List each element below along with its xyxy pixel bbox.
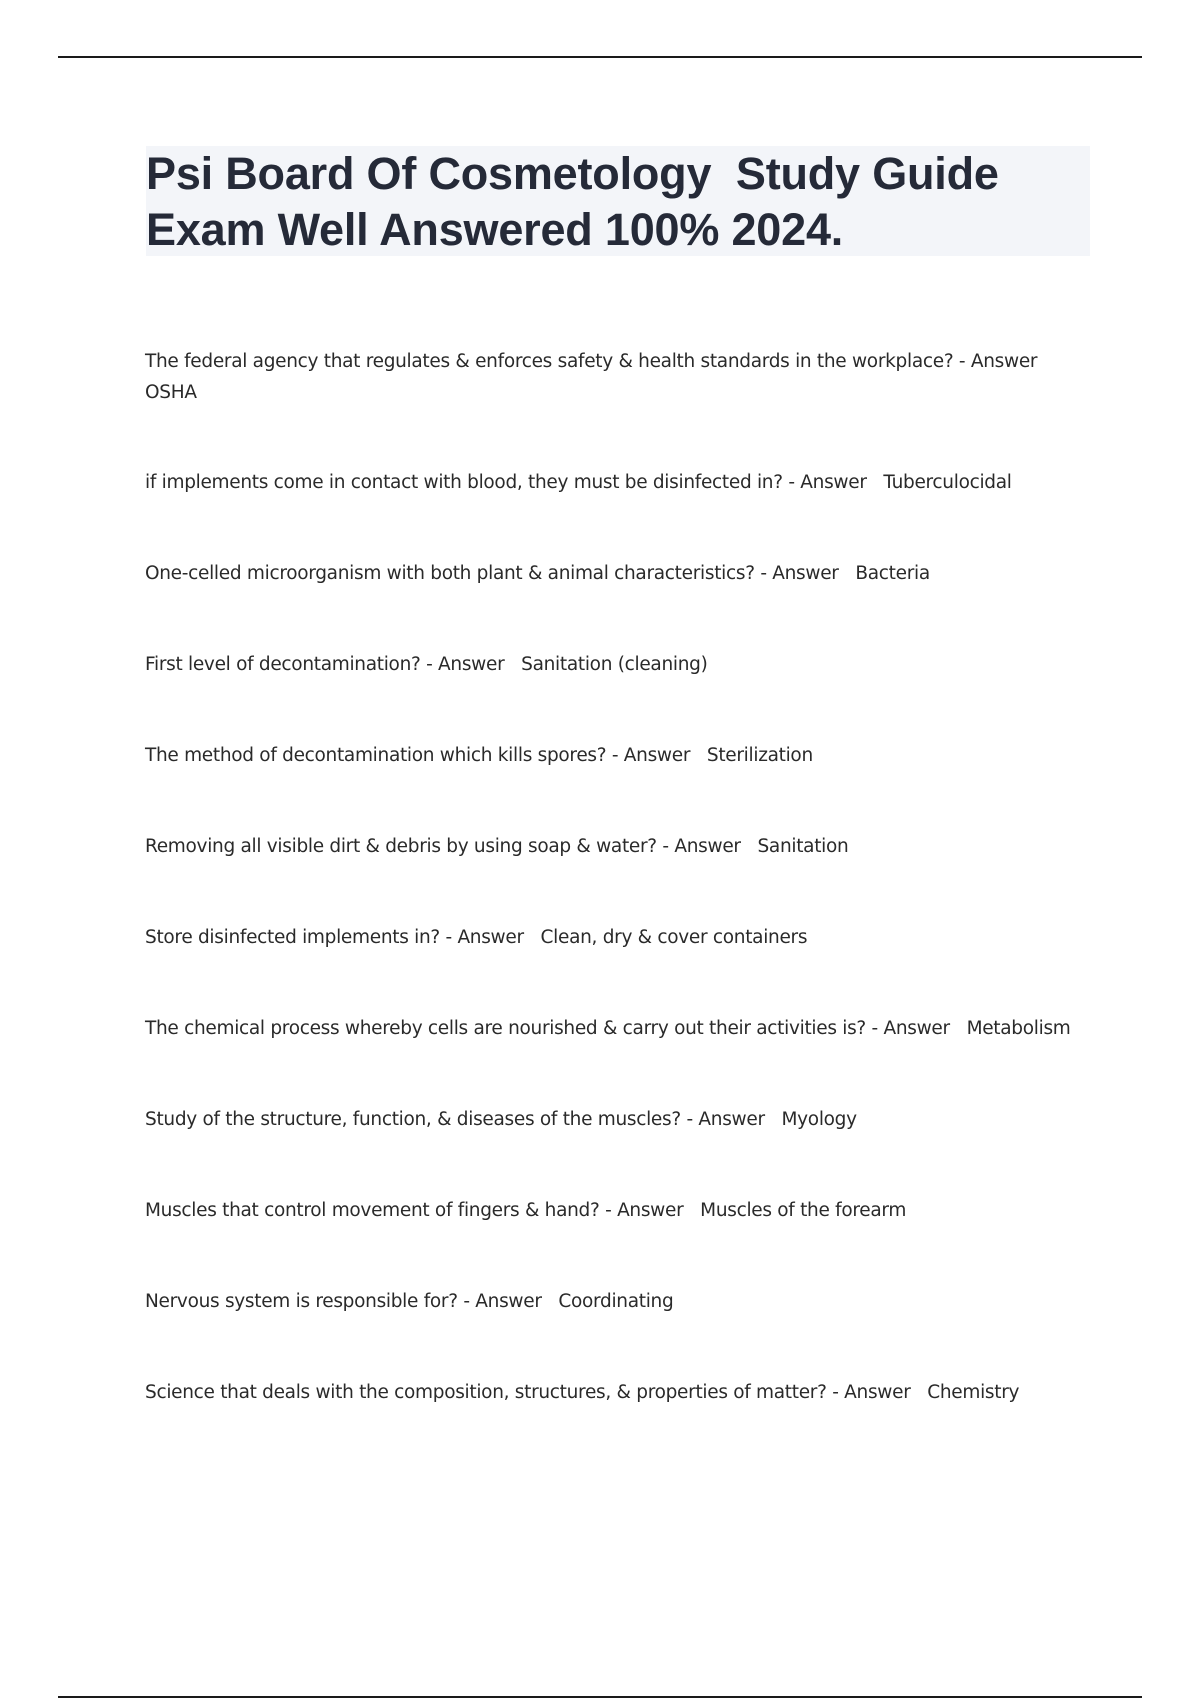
page-title-line-1: Psi Board Of Cosmetology Study Guide bbox=[146, 148, 999, 199]
qa-answer: OSHA bbox=[145, 382, 197, 403]
qa-answer: Muscles of the forearm bbox=[700, 1200, 907, 1221]
qa-item bbox=[145, 1104, 1105, 1135]
qa-question: The method of decontamination which kills spores? bbox=[145, 745, 607, 766]
qa-answer-separator: - Answer bbox=[680, 1109, 782, 1130]
qa-answer-separator: - Answer bbox=[953, 351, 1038, 372]
page-title bbox=[146, 146, 1090, 258]
qa-item bbox=[145, 922, 1105, 953]
qa-answer-separator: - Answer bbox=[420, 654, 522, 675]
qa-question: Store disinfected implements in? bbox=[145, 927, 440, 948]
title-block bbox=[146, 146, 1090, 256]
qa-item bbox=[145, 1013, 1105, 1044]
qa-answer-separator: - Answer bbox=[606, 745, 707, 766]
qa-item bbox=[145, 649, 1105, 680]
qa-item bbox=[145, 740, 1105, 771]
qa-question: Muscles that control movement of fingers & hand? bbox=[145, 1200, 600, 1221]
qa-answer: Myology bbox=[781, 1109, 857, 1130]
qa-list bbox=[145, 346, 1105, 1468]
page-title-line-2: Exam Well Answered 100% 2024. bbox=[146, 204, 844, 255]
qa-answer: Tuberculocidal bbox=[883, 472, 1012, 493]
qa-item bbox=[145, 1286, 1105, 1317]
qa-question: Science that deals with the composition, structures, & properties of matter? bbox=[145, 1382, 827, 1403]
qa-question: First level of decontamination? bbox=[145, 654, 421, 675]
qa-item bbox=[145, 346, 1105, 408]
qa-answer-separator: - Answer bbox=[754, 563, 856, 584]
qa-answer: Sanitation bbox=[757, 836, 849, 857]
qa-answer-separator: - Answer bbox=[656, 836, 758, 857]
qa-item bbox=[145, 1377, 1105, 1408]
bottom-divider bbox=[58, 1696, 1142, 1698]
qa-question: The chemical process whereby cells are nourished & carry out their activities is? bbox=[145, 1018, 866, 1039]
qa-item bbox=[145, 558, 1105, 589]
qa-item bbox=[145, 831, 1105, 862]
qa-answer-separator: - Answer bbox=[782, 472, 884, 493]
qa-answer: Chemistry bbox=[927, 1382, 1020, 1403]
qa-answer-separator: - Answer bbox=[439, 927, 541, 948]
qa-answer: Coordinating bbox=[558, 1291, 674, 1312]
top-divider bbox=[58, 56, 1142, 58]
qa-item bbox=[145, 467, 1105, 498]
qa-answer: Sterilization bbox=[706, 745, 813, 766]
qa-question: Study of the structure, function, & diseases of the muscles? bbox=[145, 1109, 681, 1130]
qa-answer-separator: - Answer bbox=[599, 1200, 701, 1221]
qa-question: One-celled microorganism with both plant & animal characteristics? bbox=[145, 563, 755, 584]
qa-answer: Sanitation (cleaning) bbox=[521, 654, 708, 675]
qa-question: Nervous system is responsible for? bbox=[145, 1291, 458, 1312]
qa-answer: Clean, dry & cover containers bbox=[540, 927, 808, 948]
qa-item bbox=[145, 1195, 1105, 1226]
qa-answer: Bacteria bbox=[855, 563, 930, 584]
qa-question: if implements come in contact with blood, they must be disinfected in? bbox=[145, 472, 783, 493]
qa-question: Removing all visible dirt & debris by using soap & water? bbox=[145, 836, 657, 857]
qa-answer-separator: - Answer bbox=[457, 1291, 559, 1312]
qa-answer-separator: - Answer bbox=[865, 1018, 967, 1039]
qa-answer-separator: - Answer bbox=[826, 1382, 928, 1403]
qa-question: The federal agency that regulates & enforces safety & health standards in the workplace? bbox=[145, 351, 954, 372]
qa-answer: Metabolism bbox=[966, 1018, 1071, 1039]
